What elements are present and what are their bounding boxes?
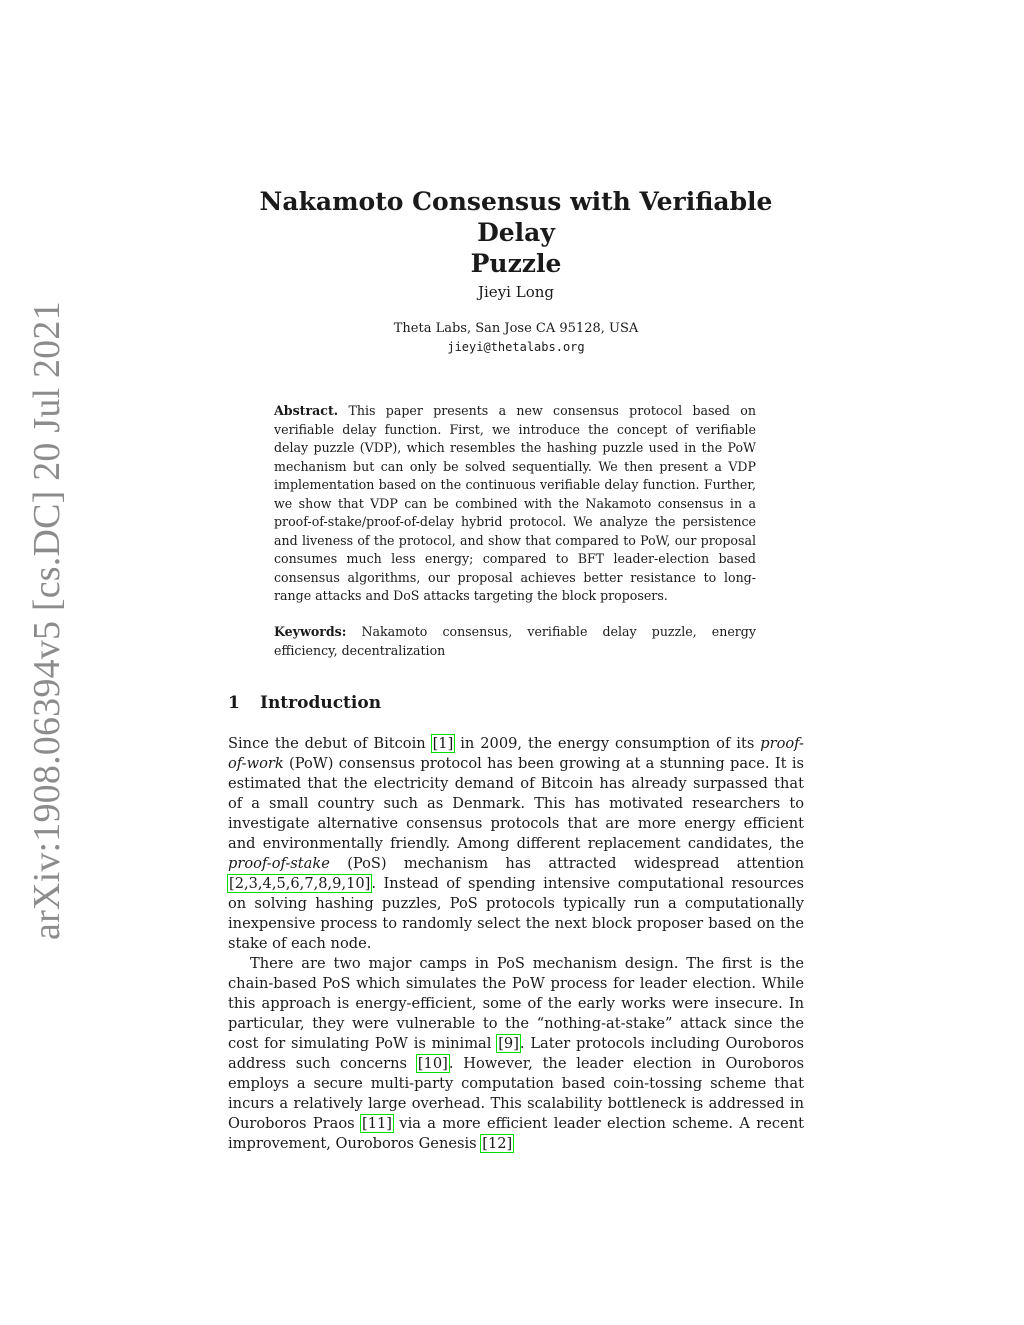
citation-link[interactable]: [9] — [498, 1035, 519, 1052]
keywords — [274, 623, 756, 660]
text-run: . However, the leader election in Ouroboros employs a secure multi-party computation based coin-tossing scheme that incurs a relatively large overhead. This scalability bottleneck is addressed in Ouroboros Praos — [228, 1055, 804, 1132]
citation-link[interactable]: [12] — [482, 1135, 513, 1152]
paragraph-1 — [228, 734, 804, 954]
affiliation-block — [228, 319, 804, 357]
paragraph-2 — [228, 954, 804, 1154]
section-heading — [228, 691, 804, 715]
title-line-2: Puzzle — [470, 249, 562, 278]
emphasis: proof-of-stake — [228, 855, 330, 872]
text-run: . Later protocols including Ouroboros address such concerns — [228, 1035, 805, 1072]
paper-title — [228, 186, 804, 279]
section-title: Introduction — [260, 693, 382, 713]
text-run: Since the debut of Bitcoin — [228, 735, 432, 752]
text-run: There are two major camps in PoS mechanism design. The first is the chain-based PoS which simulates the PoW process for leader election. While this approach is energy-efficient, some of the early works were insecure. In particular, they were vulnerable to the “nothing-at-stake” attack since the cost for simulating PoW is minimal — [228, 955, 804, 1052]
title-line-1: Nakamoto Consensus with Verifiable Delay — [259, 187, 773, 247]
author-name: Jieyi Long — [478, 283, 554, 301]
affiliation: Theta Labs, San Jose CA 95128, USA — [393, 321, 639, 336]
keywords-label: Keywords: — [274, 624, 347, 639]
citation-link[interactable]: [11] — [362, 1115, 392, 1132]
section-number: 1 — [228, 693, 240, 713]
abstract-text: This paper presents a new consensus protocol based on verifiable delay function. First, we introduce the concept of verifiable delay puzzle (VDP), which resembles the hashing puzzle used in the PoW mechanism but can only be solved sequentially. We then present a VDP implementation based on the continuous verifiable delay function. Further, we show that VDP can be combined with the Nakamoto consensus in a proof-of-stake/proof-of-delay hybrid protocol. We analyze the persistence and liveness of the protocol, and show that compared to PoW, our proposal consumes much less energy; compared to BFT leader-election based consensus algorithms, our proposal achieves better resistance to long-range attacks and DoS attacks targeting the block proposers. — [274, 403, 756, 603]
body-text — [228, 734, 804, 1154]
keywords-text: Nakamoto consensus, verifiable delay puzzle, energy efficiency, decentralization — [274, 624, 756, 658]
citation-link[interactable]: [1] — [432, 735, 454, 752]
text-run: (PoW) consensus protocol has been growing at a stunning pace. It is estimated that the electricity demand of Bitcoin has already surpassed that of a small country such as Denmark. This has motivated researchers to investigate alternative consensus protocols that are more energy efficient and environmentally friendly. Among different replacement candidates, the — [228, 755, 804, 852]
abstract — [274, 402, 756, 606]
citation-link[interactable]: [10] — [417, 1055, 448, 1072]
citation-link[interactable]: [2,3,4,5,6,7,8,9,10] — [229, 875, 371, 892]
text-run: via a more efficient leader election scheme. A recent improvement, Ouroboros Genesis — [228, 1115, 804, 1152]
abstract-label: Abstract. — [274, 403, 339, 418]
emphasis: proof-of-work — [228, 735, 804, 772]
text-run: (PoS) mechanism has attracted widespread attention — [329, 855, 804, 872]
arxiv-identifier: arXiv:1908.06394v5 [cs.DC] 20 Jul 2021 — [26, 301, 68, 940]
author-email[interactable]: jieyi@thetalabs.org — [447, 340, 585, 354]
text-run: . Instead of spending intensive computational resources on solving hashing puzzles, PoS protocols typically run a computationally inexpensive process to randomly select the next block proposer based on the stake of each node. — [228, 875, 804, 952]
text-run: in 2009, the energy consumption of its — [454, 735, 761, 752]
